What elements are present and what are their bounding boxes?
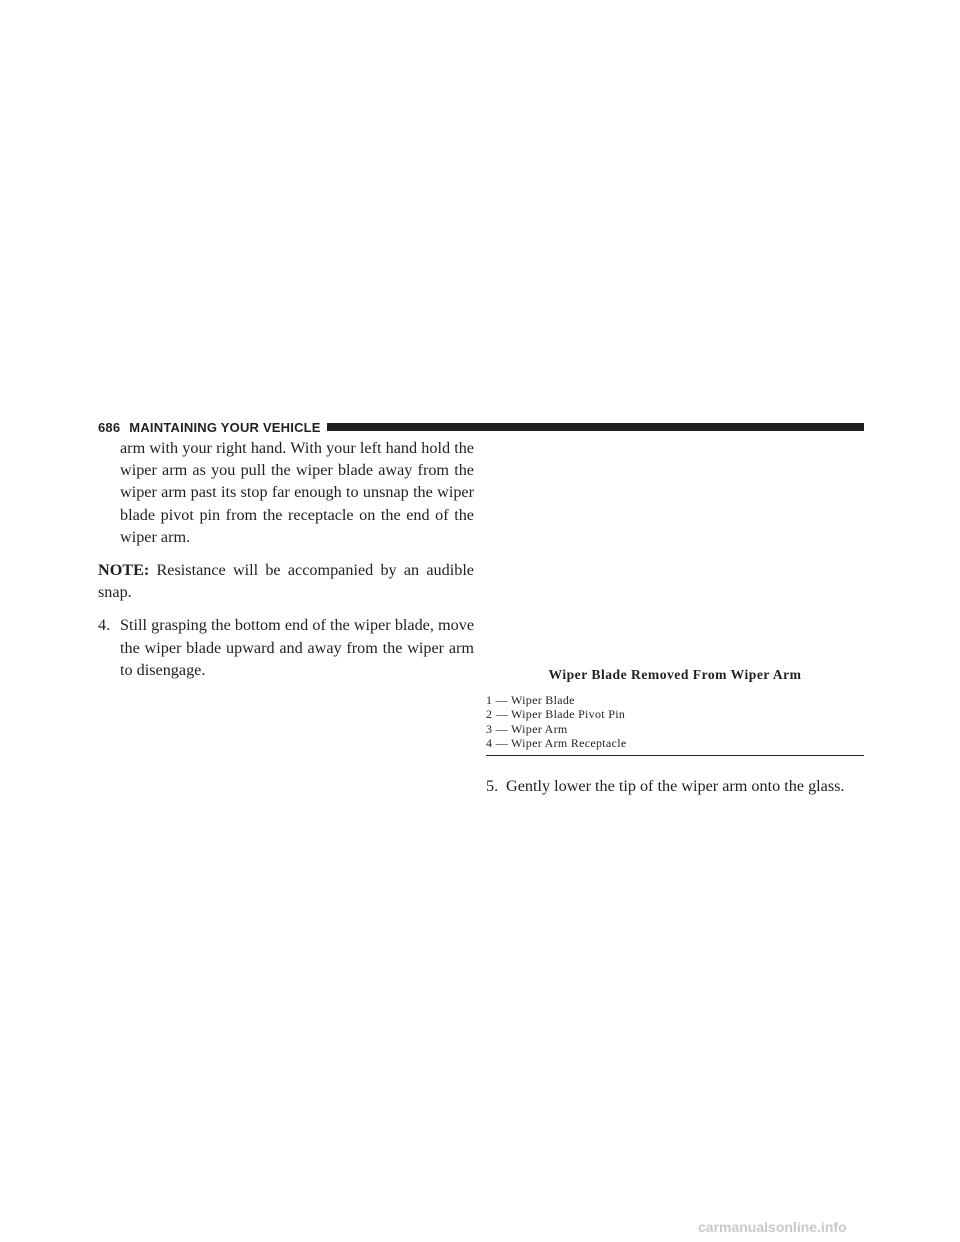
legend-item: 4 — Wiper Arm Receptacle [486,736,627,751]
step-5-number: 5. [486,777,499,795]
left-column [98,437,474,681]
note-paragraph [98,559,474,603]
section-title: MAINTAINING YOUR VEHICLE [129,419,321,435]
step-4-text: Still grasping the bottom end of the wiper blade, move the wiper blade upward and away from the wiper arm to disengage. [120,616,474,679]
step3-continuation: arm with your right hand. With your left hand hold the wiper arm as you pull the wiper blade away from the wiper arm past its stop far enough to unsnap the wiper blade pivot pin from the receptacle on the end of the wiper arm. [120,439,474,546]
step-5-text: Gently lower the tip of the wiper arm onto the glass. [506,777,845,795]
figure-placeholder [486,440,864,662]
page-number: 686 [98,419,121,435]
legend-item: 2 — Wiper Blade Pivot Pin [486,707,626,722]
note-text: Resistance will be accompanied by an audible snap. [98,561,474,602]
page-header [98,418,864,436]
header-rule [327,423,864,431]
step-4 [98,614,474,681]
legend-item: 3 — Wiper Arm [486,721,568,736]
step-5 [486,775,864,797]
watermark: carmanualsonline.info [698,1219,847,1235]
note-label: NOTE: [98,561,150,580]
step-4-number: 4. [98,616,111,635]
figure-caption: Wiper Blade Removed From Wiper Arm [548,667,802,682]
figure-legend [486,693,864,756]
legend-item: 1 — Wiper Blade [486,693,575,707]
figure-image-area [486,440,864,662]
